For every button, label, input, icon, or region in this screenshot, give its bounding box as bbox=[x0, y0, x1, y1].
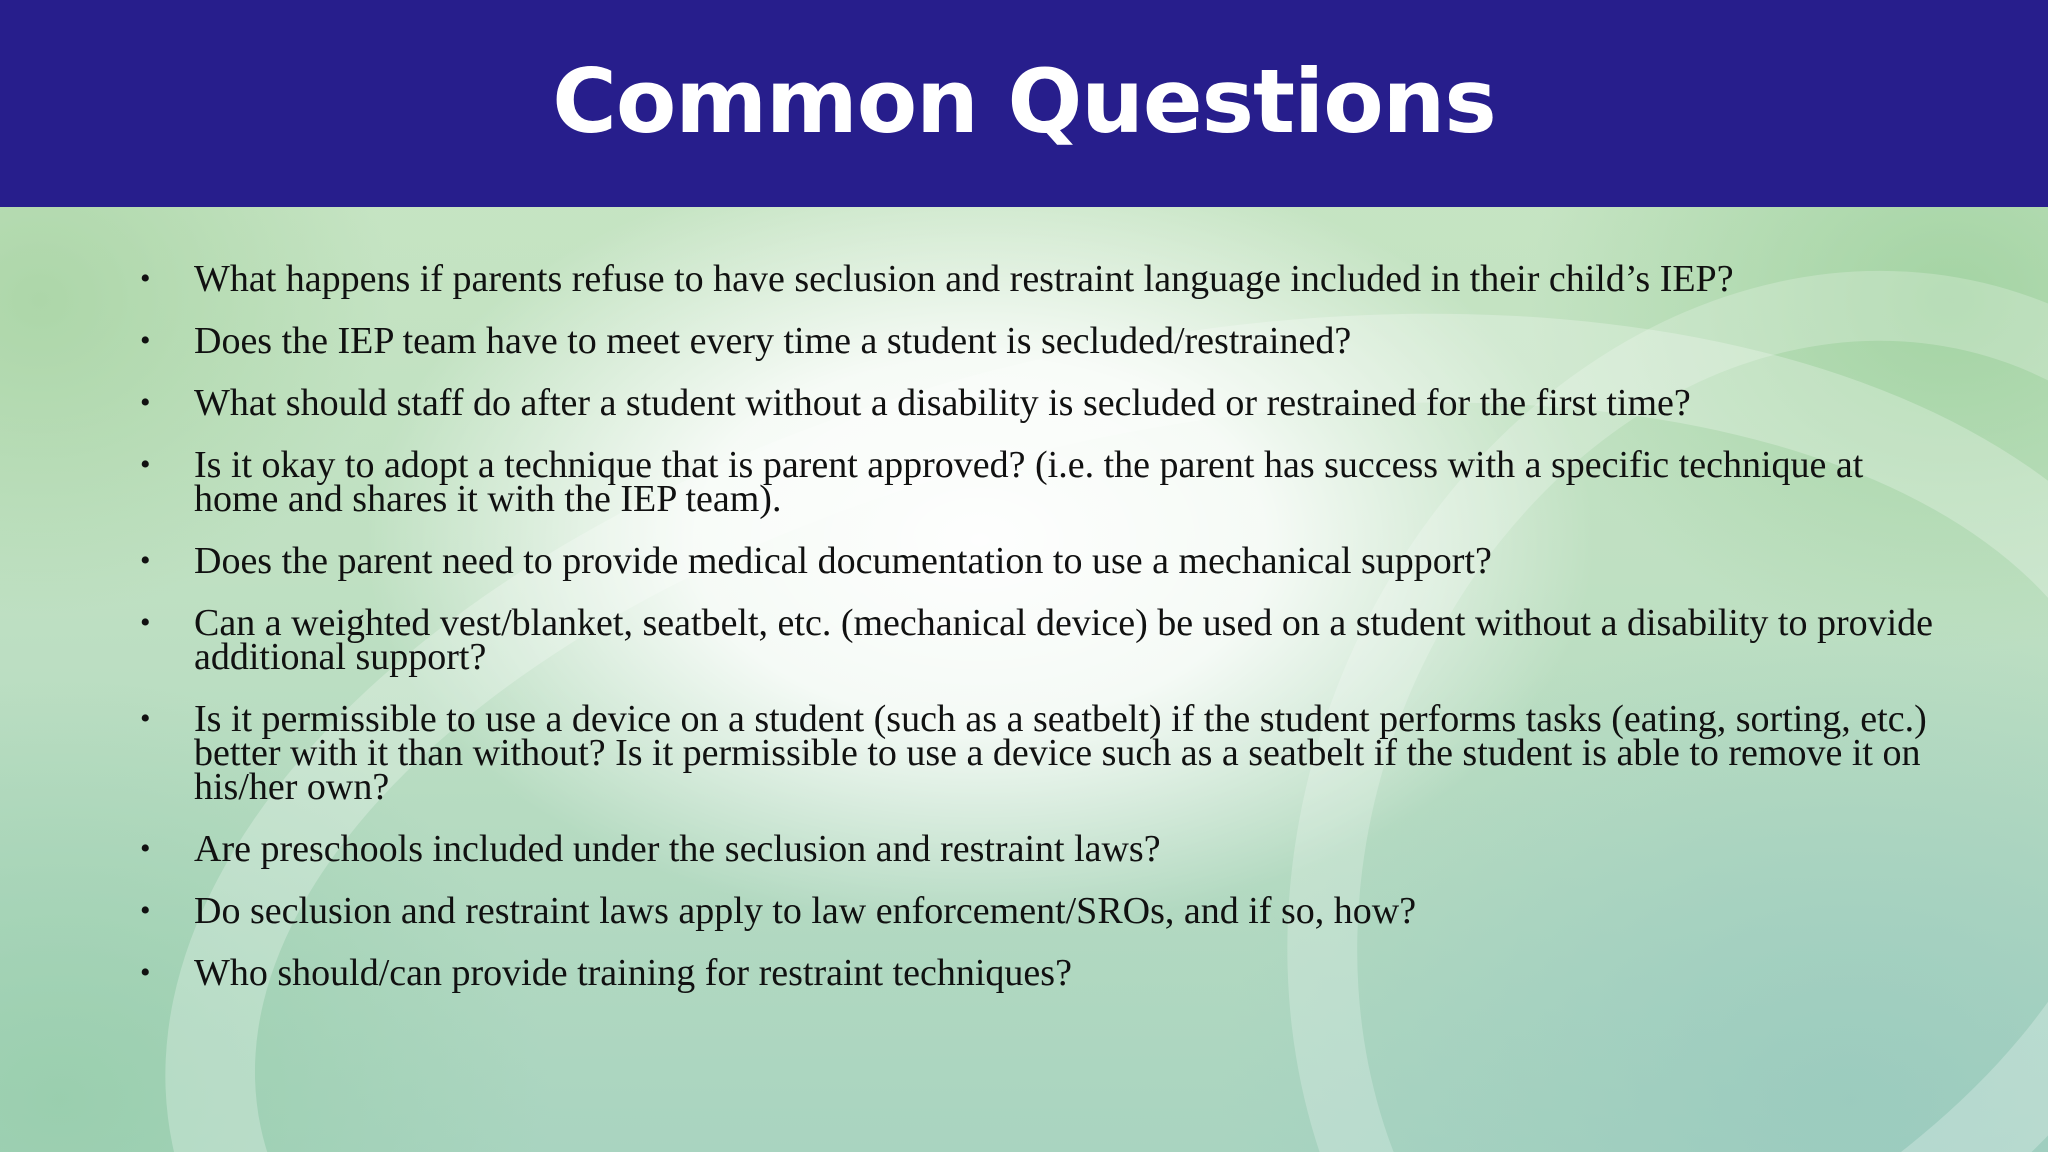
title-bar bbox=[0, 0, 2048, 207]
question-text: Is it okay to adopt a technique that is parent approved? (i.e. the parent has success with a specific technique at home and shares it with the IEP team). bbox=[194, 444, 1864, 520]
question-text: Are preschools included under the seclusion and restraint laws? bbox=[194, 828, 1161, 870]
bullet-icon: • bbox=[140, 832, 151, 865]
question-text: What happens if parents refuse to have seclusion and restraint language included in their child’s IEP? bbox=[194, 258, 1734, 300]
question-text: What should staff do after a student without a disability is secluded or restrained for the first time? bbox=[194, 382, 1691, 424]
bullet-icon: • bbox=[140, 894, 151, 927]
bullet-icon: • bbox=[140, 956, 151, 989]
list-item bbox=[140, 382, 1940, 424]
bullet-icon: • bbox=[140, 702, 151, 735]
list-item bbox=[140, 602, 1940, 678]
list-item bbox=[140, 890, 1940, 932]
question-text: Does the parent need to provide medical documentation to use a mechanical support? bbox=[194, 540, 1492, 582]
question-list bbox=[140, 258, 1940, 1018]
question-text: Can a weighted vest/blanket, seatbelt, etc. (mechanical device) be used on a student without a disability to provide additional support? bbox=[194, 602, 1934, 678]
bullet-icon: • bbox=[140, 262, 151, 295]
list-item bbox=[140, 828, 1940, 870]
question-text: Who should/can provide training for restraint techniques? bbox=[194, 952, 1072, 994]
bullet-icon: • bbox=[140, 544, 151, 577]
question-text: Does the IEP team have to meet every time a student is secluded/restrained? bbox=[194, 320, 1352, 362]
list-item bbox=[140, 320, 1940, 362]
question-text: Do seclusion and restraint laws apply to law enforcement/SROs, and if so, how? bbox=[194, 890, 1417, 932]
question-text: Is it permissible to use a device on a student (such as a seatbelt) if the student performs tasks (eating, sorting, etc.) better with it than without? Is it permissible to use a device such as a seatbelt if the student is able to remove it on his/her own? bbox=[194, 698, 1927, 808]
bullet-icon: • bbox=[140, 324, 151, 357]
list-item bbox=[140, 444, 1940, 520]
list-item bbox=[140, 540, 1940, 582]
bullet-icon: • bbox=[140, 606, 151, 639]
bullet-icon: • bbox=[140, 448, 151, 481]
list-item bbox=[140, 698, 1940, 808]
bullet-icon: • bbox=[140, 386, 151, 419]
slide-title: Common Questions bbox=[552, 50, 1496, 153]
list-item bbox=[140, 258, 1940, 300]
list-item bbox=[140, 952, 1940, 994]
